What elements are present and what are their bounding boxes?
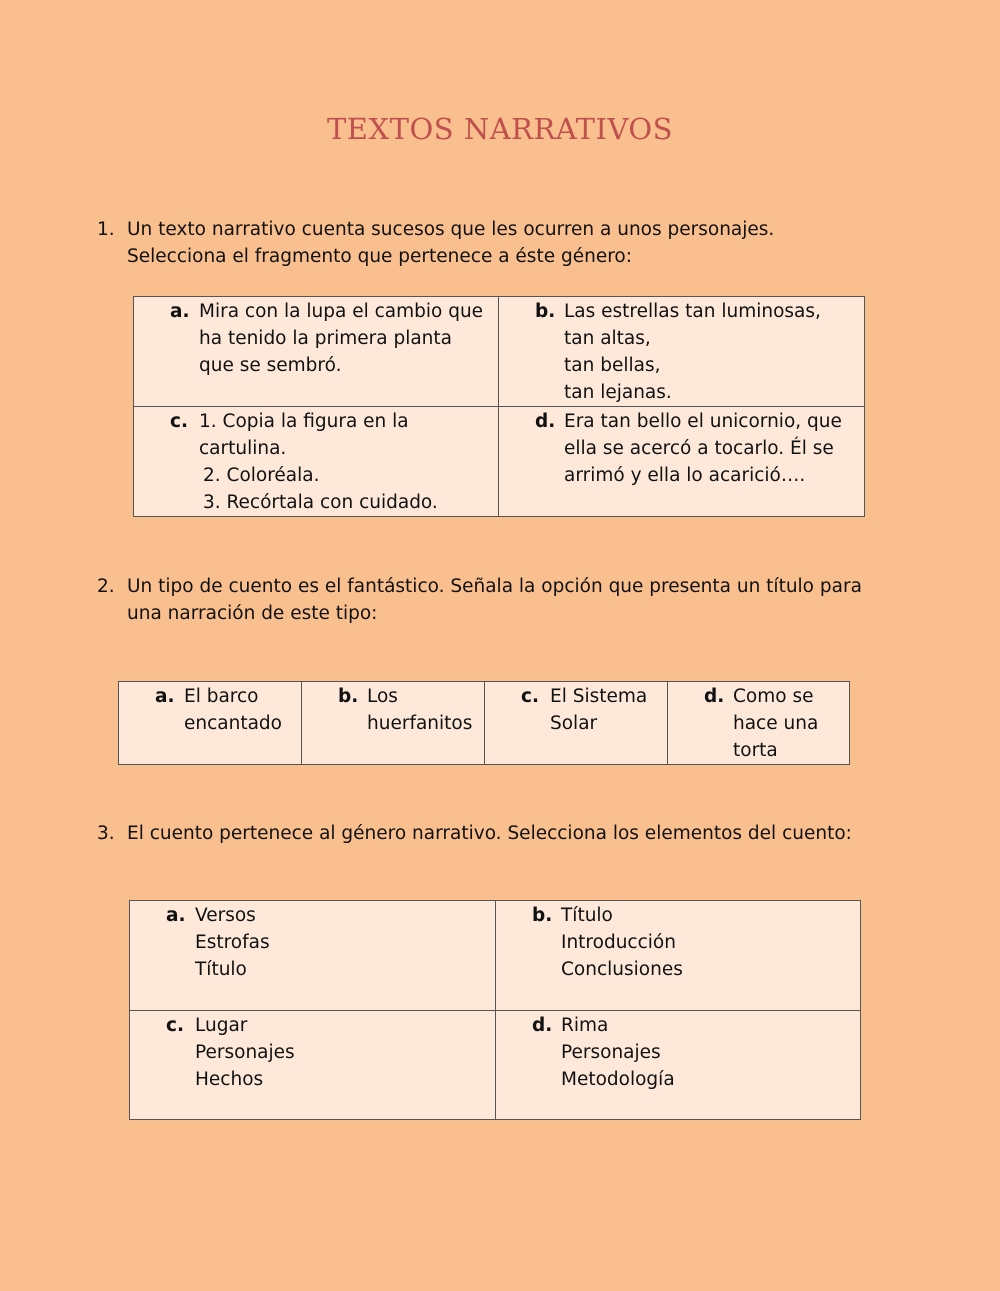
option-letter: d. <box>535 411 556 432</box>
q2-options-table <box>118 681 850 765</box>
option-letter: a. <box>170 301 190 322</box>
option-line: Personajes <box>561 1042 661 1063</box>
question-text: El cuento pertenece al género narrativo. Selecciona los elementos del cuento: <box>127 823 852 844</box>
option-letter: b. <box>338 686 359 707</box>
option-letter: b. <box>532 905 553 926</box>
option-line: Personajes <box>195 1042 295 1063</box>
option-line: Las estrellas tan luminosas, <box>564 301 821 322</box>
question-text: Un tipo de cuento es el fantástico. Señala la opción que presenta un título para una narración de este tipo: <box>127 576 862 624</box>
option-line: 1. Copia la figura en la cartulina. <box>199 411 409 459</box>
option-text: El Sistema Solar <box>550 686 648 734</box>
option-line: Introducción <box>561 932 676 953</box>
option-line: 3. Recórtala con cuidado. <box>203 492 438 513</box>
q1-option-c[interactable] <box>134 407 499 517</box>
option-line: Hechos <box>195 1069 264 1090</box>
q2-option-d[interactable] <box>668 682 850 765</box>
q3-option-b[interactable] <box>496 901 861 1011</box>
option-letter: d. <box>532 1015 553 1036</box>
q3-option-a[interactable] <box>130 901 496 1011</box>
option-line: Título <box>561 905 613 926</box>
option-line: Versos <box>195 905 256 926</box>
q2-option-a[interactable] <box>119 682 302 765</box>
question-number: 1. <box>97 219 115 240</box>
option-line: 2. Coloréala. <box>203 465 320 486</box>
option-line: Rima <box>561 1015 609 1036</box>
option-letter: a. <box>155 686 175 707</box>
option-text: Como se hace una torta <box>733 686 819 761</box>
option-line: tan lejanas. <box>564 382 672 403</box>
option-line: tan bellas, <box>564 355 661 376</box>
option-line: Título <box>195 959 247 980</box>
question-1 <box>97 216 877 270</box>
q1-option-b[interactable] <box>499 297 865 407</box>
option-line: Conclusiones <box>561 959 683 980</box>
option-text: Los huerfanitos <box>367 686 473 734</box>
option-text: Mira con la lupa el cambio que ha tenido la primera planta que se sembró. <box>199 301 484 376</box>
option-letter: c. <box>521 686 539 707</box>
question-3 <box>97 820 877 847</box>
option-line: tan altas, <box>564 328 651 349</box>
page-title: TEXTOS NARRATIVOS <box>326 112 674 146</box>
option-line: Metodología <box>561 1069 675 1090</box>
option-line: Lugar <box>195 1015 248 1036</box>
question-number: 3. <box>97 823 115 844</box>
option-text: El barco encantado <box>184 686 282 734</box>
q3-options-table <box>129 900 861 1120</box>
q1-option-a[interactable] <box>134 297 499 407</box>
option-letter: b. <box>535 301 556 322</box>
q2-option-c[interactable] <box>485 682 668 765</box>
q1-options-table <box>133 296 865 517</box>
q2-option-b[interactable] <box>302 682 485 765</box>
option-line: Estrofas <box>195 932 270 953</box>
option-letter: c. <box>170 411 188 432</box>
question-text: Un texto narrativo cuenta sucesos que les ocurren a unos personajes. Selecciona el fragmento que pertenece a éste género: <box>127 219 775 267</box>
question-number: 2. <box>97 576 115 597</box>
option-letter: c. <box>166 1015 184 1036</box>
q3-option-c[interactable] <box>130 1011 496 1120</box>
option-text: Era tan bello el unicornio, que ella se acercó a tocarlo. Él se arrimó y ella lo acarició…. <box>564 411 842 486</box>
option-letter: a. <box>166 905 186 926</box>
question-2 <box>97 573 877 627</box>
q1-option-d[interactable] <box>499 407 865 517</box>
q3-option-d[interactable] <box>496 1011 861 1120</box>
option-letter: d. <box>704 686 725 707</box>
